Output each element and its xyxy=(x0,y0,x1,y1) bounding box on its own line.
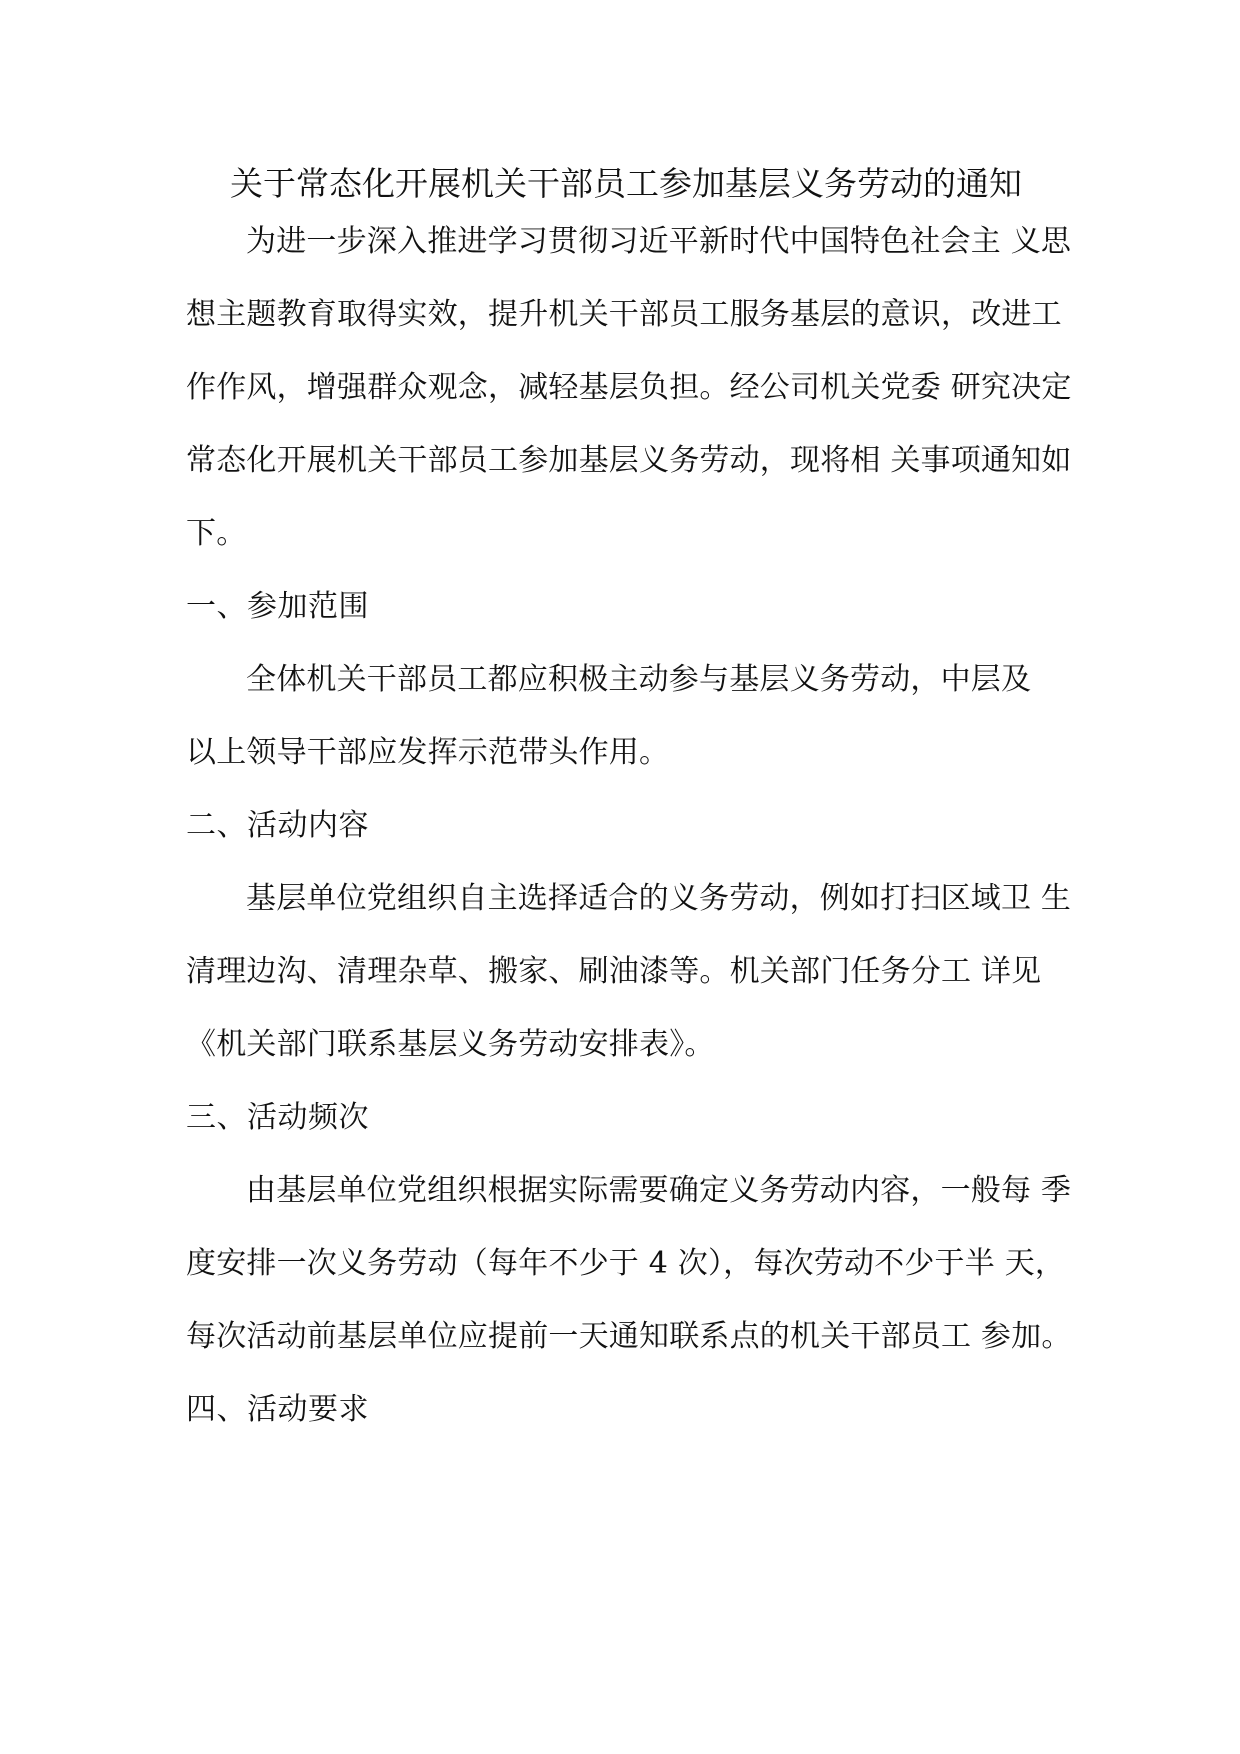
section-heading-3: 三、活动频次 xyxy=(186,1100,369,1135)
intro-line-2: 想主题教育取得实效，提升机关干部员工服务基层的意识，改进工 xyxy=(186,297,1062,332)
section-3-line-3: 每次活动前基层单位应提前一天通知联系点的机关干部员工 参加。 xyxy=(186,1319,1072,1354)
section-heading-4: 四、活动要求 xyxy=(186,1392,369,1427)
document-title: 关于常态化开展机关干部员工参加基层义务劳动的通知 xyxy=(230,164,1022,203)
section-heading-1: 一、参加范围 xyxy=(186,589,369,624)
section-1-line-1: 全体机关干部员工都应积极主动参与基层义务劳动，中层及 xyxy=(246,662,1032,697)
section-2-line-2: 清理边沟、清理杂草、搬家、刷油漆等。机关部门任务分工 详见 xyxy=(186,954,1042,989)
section-heading-2: 二、活动内容 xyxy=(186,808,369,843)
section-1-line-2: 以上领导干部应发挥示范带头作用。 xyxy=(186,735,670,770)
section-2-line-3: 《机关部门联系基层义务劳动安排表》。 xyxy=(186,1027,715,1062)
section-3-line-1: 由基层单位党组织根据实际需要确定义务劳动内容，一般每 季 xyxy=(246,1173,1072,1208)
section-3-line-2: 度安排一次义务劳动（每年不少于 4 次），每次劳动不少于半 天， xyxy=(186,1246,1066,1281)
intro-line-4: 常态化开展机关干部员工参加基层义务劳动，现将相 关事项通知如 xyxy=(186,443,1072,478)
intro-line-1: 为进一步深入推进学习贯彻习近平新时代中国特色社会主 义思 xyxy=(246,224,1072,259)
intro-line-5: 下。 xyxy=(186,516,247,551)
section-2-line-1: 基层单位党组织自主选择适合的义务劳动，例如打扫区域卫 生 xyxy=(246,881,1072,916)
intro-line-3: 作作风，增强群众观念，减轻基层负担。经公司机关党委 研究决定 xyxy=(186,370,1072,405)
